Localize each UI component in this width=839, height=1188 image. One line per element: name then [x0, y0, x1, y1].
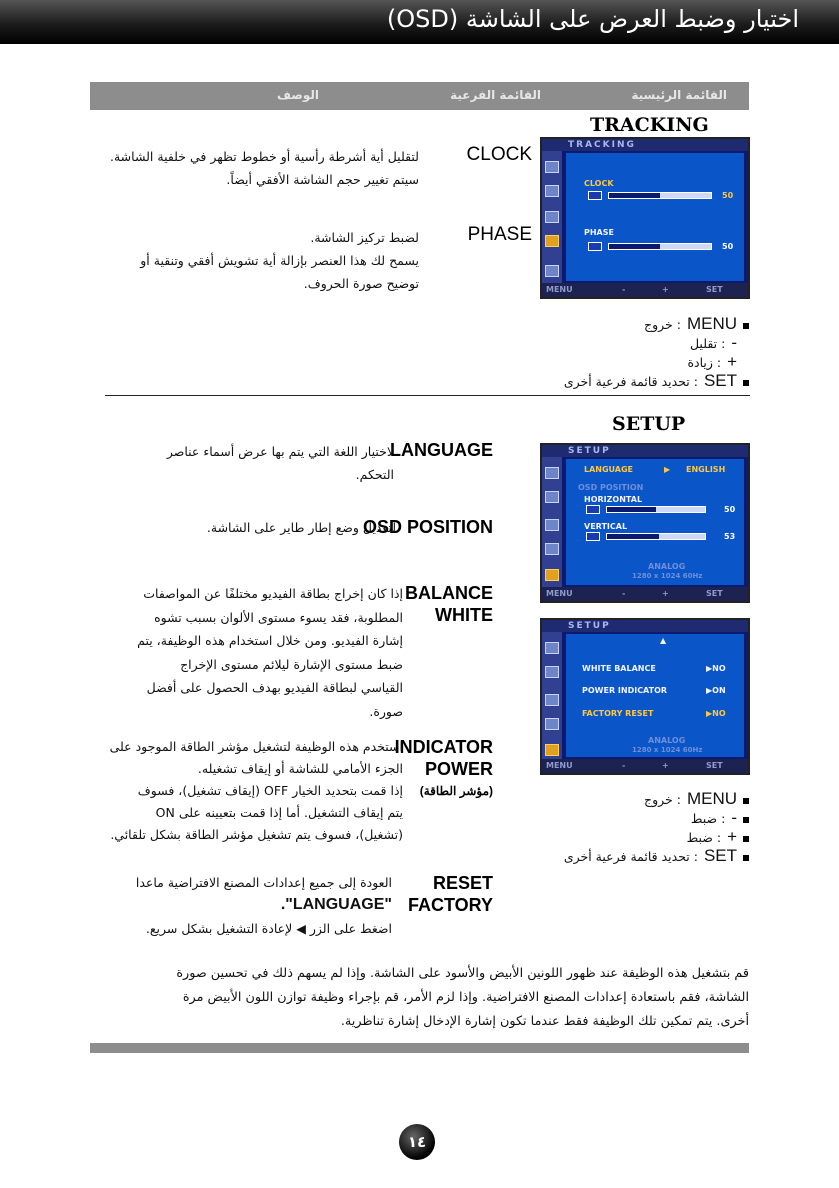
- desc-line: (تشغيل)، فسوف يتم تشغيل مؤشر الطاقة بشكل تلقائي.: [110, 827, 403, 842]
- desc-line: لضبط تركيز الشاشة.: [310, 230, 419, 245]
- osd-scroll-up-icon: ▲: [660, 636, 667, 645]
- tracking-icon: [545, 718, 559, 730]
- key-text: : خروج: [644, 317, 681, 332]
- osd-bottom-bar: [542, 587, 748, 601]
- column-sub-menu: القائمة الفرعية: [450, 88, 541, 102]
- desc-line: لتقليل أية أشرطة رأسية أو خطوط تظهر في خلفية الشاشة.: [110, 149, 419, 164]
- osd-set-key: SET: [706, 285, 723, 294]
- osd-analog-label: ANALOG: [648, 736, 686, 745]
- osd-clock-slider: [608, 192, 712, 199]
- language-label: LANGUAGE: [390, 440, 493, 460]
- position-icon: [545, 211, 559, 223]
- key-text: : زيادة: [687, 355, 722, 370]
- tracking-icon: [545, 543, 559, 555]
- white-balance-note: [89, 962, 749, 1034]
- osd-set-key: SET: [706, 589, 723, 598]
- key-text: : خروج: [644, 792, 681, 807]
- osd-main-panel: [566, 153, 744, 281]
- osd-horizontal-slider: [606, 506, 706, 513]
- setup-osd-screen-2: [540, 618, 750, 775]
- osd-sidebar: [542, 632, 562, 759]
- key-name: SET: [703, 371, 737, 390]
- desc-line: استخدم هذه الوظيفة لتشغيل مؤشر الطاقة الموجود على: [109, 739, 403, 754]
- position-icon: [545, 519, 559, 531]
- osd-bottom-bar: [542, 283, 748, 297]
- osd-menu-key: MENU: [546, 589, 573, 598]
- bullet-icon: [743, 323, 749, 329]
- key-row: [499, 846, 749, 865]
- osd-phase-label: PHASE: [584, 228, 614, 237]
- section-divider: [105, 395, 750, 396]
- desc-line: التحكم.: [355, 467, 394, 482]
- setup-osd-screen-1: [540, 443, 750, 603]
- osd-position-description: [96, 516, 396, 539]
- power-indicator-label: [395, 736, 493, 802]
- osd-minus-key: -: [622, 285, 626, 294]
- picture-icon: [545, 161, 559, 173]
- key-text: : تقليل: [689, 336, 726, 351]
- column-main-menu: القائمة الرئيسية: [631, 88, 727, 102]
- osd-power-indicator-value: ▶ON: [706, 686, 726, 695]
- factory-reset-label: [408, 872, 493, 916]
- desc-line: لاختيار اللغة التي يتم بها عرض أسماء عناصر: [166, 444, 394, 459]
- osd-horizontal-fill: [607, 507, 656, 512]
- key-row: [499, 352, 749, 371]
- position-icon: [545, 694, 559, 706]
- desc-line: إشارة الفيديو. ومن خلال استخدام هذه الوظيفة، يتم: [137, 633, 403, 648]
- page-title: اختيار وضبط العرض على الشاشة (OSD): [386, 5, 799, 33]
- desc-line: "LANGUAGE".: [280, 896, 392, 913]
- key-name: MENU: [686, 314, 737, 333]
- key-row: [499, 371, 749, 390]
- label-line: FACTORY: [407, 895, 493, 915]
- osd-white-balance-label: WHITE BALANCE: [582, 664, 656, 673]
- osd-clock-fill: [609, 193, 660, 198]
- key-row: [499, 333, 749, 352]
- footer-bar: [90, 1043, 749, 1053]
- osd-horizontal-knob: [586, 505, 600, 514]
- osd-phase-knob: [588, 242, 602, 251]
- osd-horizontal-value: 50: [724, 505, 736, 514]
- key-name: +: [727, 827, 737, 846]
- power-indicator-description: [83, 736, 403, 846]
- osd-sidebar: [542, 151, 562, 283]
- osd-menu-key: MENU: [546, 761, 573, 770]
- key-name: SET: [703, 846, 737, 865]
- desc-line: إذا كان إخراج بطاقة الفيديو مختلفًا عن المواصفات: [143, 586, 403, 601]
- osd-vertical-knob: [586, 532, 600, 541]
- osd-phase-value: 50: [722, 242, 734, 251]
- osd-horizontal-label: HORIZONTAL: [584, 495, 643, 504]
- desc-line: إذا قمت بتحديد الخيار OFF (إيقاف تشغيل)، فسوف: [137, 783, 403, 798]
- key-row: [499, 808, 749, 827]
- osd-main-panel: [566, 459, 744, 585]
- bullet-icon: [743, 855, 749, 861]
- key-text: : تحديد قائمة فرعية أخرى: [563, 849, 698, 864]
- picture-icon: [545, 642, 559, 654]
- osd-title: TRACKING: [542, 139, 748, 151]
- picture-icon: [545, 467, 559, 479]
- osd-vertical-label: VERTICAL: [584, 522, 628, 531]
- osd-power-indicator-label: POWER INDICATOR: [582, 686, 668, 695]
- note-line: أخرى. يتم تمكين تلك الوظيفة فقط عندما تكون إشارة الإدخال إشارة تناظرية.: [340, 1014, 749, 1029]
- osd-resolution: 1280 x 1024 60Hz: [632, 572, 703, 580]
- setup-icon: [545, 265, 559, 277]
- osd-resolution: 1280 x 1024 60Hz: [632, 746, 703, 754]
- osd-position-label: OSD POSITION: [578, 483, 644, 492]
- key-row: [499, 827, 749, 846]
- setup-icon: [545, 744, 559, 756]
- osd-phase-fill: [609, 244, 660, 249]
- desc-line: سيتم تغيير حجم الشاشة الأفقي أيضاً.: [226, 172, 419, 187]
- desc-line: القياسي لبطاقة الفيديو بهدف الحصول على أفضل: [146, 680, 403, 695]
- phase-label: PHASE: [467, 224, 532, 245]
- key-name: +: [727, 352, 737, 371]
- setup-section-title: SETUP: [612, 413, 686, 435]
- osd-plus-key: +: [662, 589, 669, 598]
- tracking-osd-screen: [540, 137, 750, 299]
- osd-analog-label: ANALOG: [648, 562, 686, 571]
- column-description: الوصف: [276, 88, 319, 102]
- language-description: [94, 440, 394, 486]
- osd-vertical-slider: [606, 533, 706, 540]
- osd-white-balance-value: ▶NO: [706, 664, 726, 673]
- desc-line: لتعديل وضع إطار طاير على الشاشة.: [206, 520, 396, 535]
- key-text: : تحديد قائمة فرعية أخرى: [563, 374, 698, 389]
- note-line: الشاشة، فقم باستعادة إعدادات المصنع الافتراضية. وإذا لزم الأمر، قم بإجراء وظيفة توازن اللون الأبيض مرة: [182, 990, 749, 1005]
- desc-line: صورة.: [369, 703, 403, 719]
- osd-minus-key: -: [622, 589, 626, 598]
- osd-vertical-fill: [607, 534, 659, 539]
- osd-clock-label: CLOCK: [584, 179, 614, 188]
- osd-position-label: OSD POSITION: [362, 517, 493, 537]
- label-line: BALANCE: [405, 583, 493, 603]
- osd-plus-key: +: [662, 761, 669, 770]
- tracking-key-legend: [499, 314, 749, 390]
- clock-label: CLOCK: [466, 144, 532, 165]
- desc-line: يتم إيقاف التشغيل. أما إذا قمت بتعيينه على ON: [155, 805, 403, 820]
- page-number: ١٤: [399, 1124, 435, 1160]
- osd-factory-reset-label: FACTORY RESET: [582, 709, 654, 718]
- desc-line: ضبط مستوى الإشارة ليلائم مستوى الإخراج: [180, 656, 403, 672]
- key-text: : ضبط: [690, 811, 726, 826]
- color-icon: [545, 491, 559, 503]
- osd-factory-reset-value: ▶NO: [706, 709, 726, 718]
- desc-line: العودة إلى جميع إعدادات المصنع الافتراضية ماعدا: [135, 875, 392, 890]
- osd-set-key: SET: [706, 761, 723, 770]
- tracking-section-title: TRACKING: [590, 114, 709, 136]
- desc-line: الجزء الأمامي للشاشة أو إيقاف تشغيله.: [197, 761, 403, 776]
- color-icon: [545, 185, 559, 197]
- note-line: قم بتشغيل هذه الوظيفة عند ظهور اللونين الأبيض والأسود على الشاشة. وإذا لم يسهم ذلك في تحسين صورة: [176, 966, 749, 981]
- label-line: (مؤشر الطاقة): [419, 784, 493, 798]
- osd-phase-slider: [608, 243, 712, 250]
- bullet-icon: [743, 380, 749, 386]
- bullet-icon: [743, 798, 749, 804]
- bullet-icon: [743, 817, 749, 823]
- osd-bottom-bar: [542, 759, 748, 773]
- phase-description: [79, 226, 419, 295]
- osd-clock-knob: [588, 191, 602, 200]
- factory-reset-description: [92, 872, 392, 940]
- label-line: INDICATOR: [394, 737, 493, 757]
- clock-description: [79, 145, 419, 191]
- tracking-icon: [545, 235, 559, 247]
- desc-line: المطلوبة، فقد يسوء مستوى الألوان بسبب تشوه: [154, 609, 403, 625]
- key-name: MENU: [686, 789, 737, 808]
- color-icon: [545, 666, 559, 678]
- key-name: -: [731, 808, 737, 827]
- setup-key-legend: [499, 789, 749, 865]
- white-balance-label: [405, 582, 493, 626]
- key-text: : ضبط: [686, 830, 722, 845]
- label-line: RESET: [432, 873, 493, 893]
- osd-menu-key: MENU: [546, 285, 573, 294]
- osd-language-arrow: ▶: [664, 465, 671, 474]
- osd-language-label: LANGUAGE: [584, 465, 634, 474]
- setup-icon: [545, 569, 559, 581]
- osd-sidebar: [542, 457, 562, 587]
- osd-clock-value: 50: [722, 191, 734, 200]
- desc-line: اضغط على الزر ◀ لإعادة التشغيل بشكل سريع.: [145, 921, 392, 936]
- osd-title: SETUP: [542, 445, 748, 457]
- white-balance-description: [83, 582, 403, 723]
- osd-main-panel: [566, 634, 744, 757]
- bullet-icon: [743, 836, 749, 842]
- label-line: WHITE: [435, 605, 493, 625]
- key-row: [499, 789, 749, 808]
- key-row: [499, 314, 749, 333]
- desc-line: يسمح لك هذا العنصر بإزالة أية تشويش أفقي وتنقية أو: [140, 253, 419, 268]
- osd-vertical-value: 53: [724, 532, 736, 541]
- osd-title: SETUP: [542, 620, 748, 632]
- osd-minus-key: -: [622, 761, 626, 770]
- osd-plus-key: +: [662, 285, 669, 294]
- key-name: -: [731, 333, 737, 352]
- label-line: POWER: [424, 759, 493, 779]
- osd-language-value: ENGLISH: [686, 465, 726, 474]
- desc-line: توضيح صورة الحروف.: [303, 276, 419, 291]
